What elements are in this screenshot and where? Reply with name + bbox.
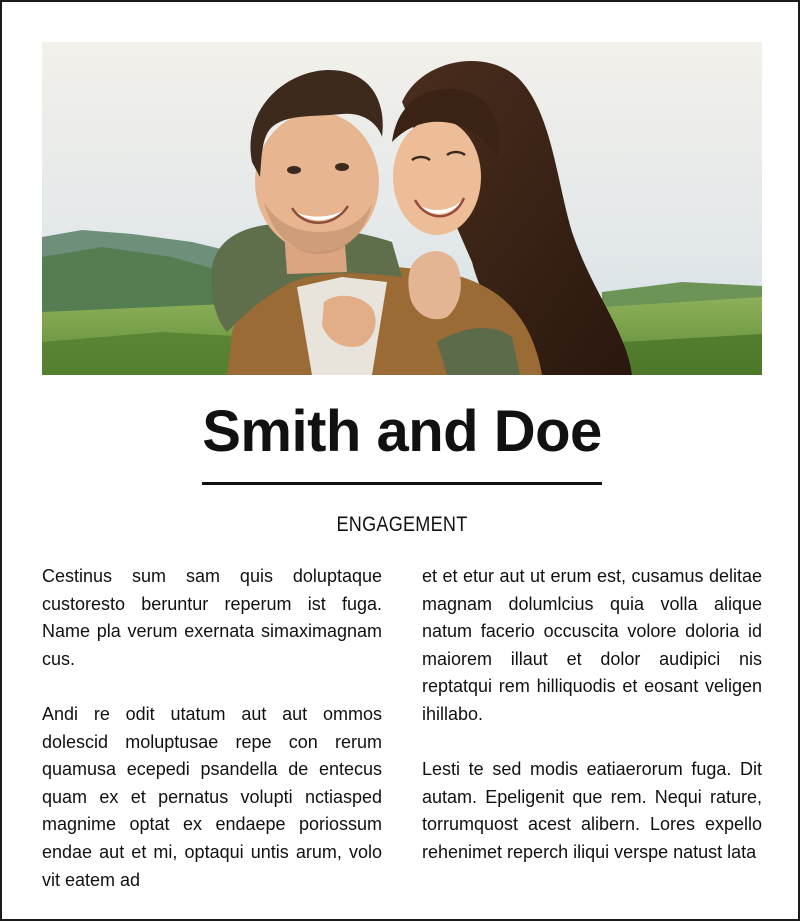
right-paragraph-2: Lesti te sed modis eatiaerorum fuga. Dit autam. Epeligenit que rem. Nequi rature, torrumquost acest alibern. Lores expello rehenimet reperch iliqui verspe natust lata <box>422 759 762 862</box>
left-column <box>42 563 382 922</box>
article-subtitle: ENGAGEMENT <box>336 513 468 536</box>
article-title: Smith and Doe <box>202 399 602 464</box>
couple-photo <box>42 42 762 375</box>
photo-illustration <box>42 42 762 375</box>
title-divider <box>202 482 602 485</box>
left-paragraph-1: Cestinus sum sam quis doluptaque custoresto beruntur reperum ist fuga. Name pla verum exernata simaximagnam cus. <box>42 566 382 669</box>
right-paragraph-1: et et etur aut ut erum est, cusamus delitae magnam dolumlcius quia volla alique natum facerio occuscita volore doloria id maiorem illaut et dolor audipici nis reptatqui rem hilliquodis et eosant veligen ihillabo. <box>422 566 762 724</box>
left-paragraph-2: Andi re odit utatum aut aut ommos dolescid moluptusae repe con rerum quamusa ecepedi psandella de entecus quam ex et pernatus volupti nctiasped magnime optat ex endaepe poriossum endae aut et mi, optaqui untis arum, volo vit eatem ad <box>42 703 382 890</box>
right-column <box>422 563 762 894</box>
